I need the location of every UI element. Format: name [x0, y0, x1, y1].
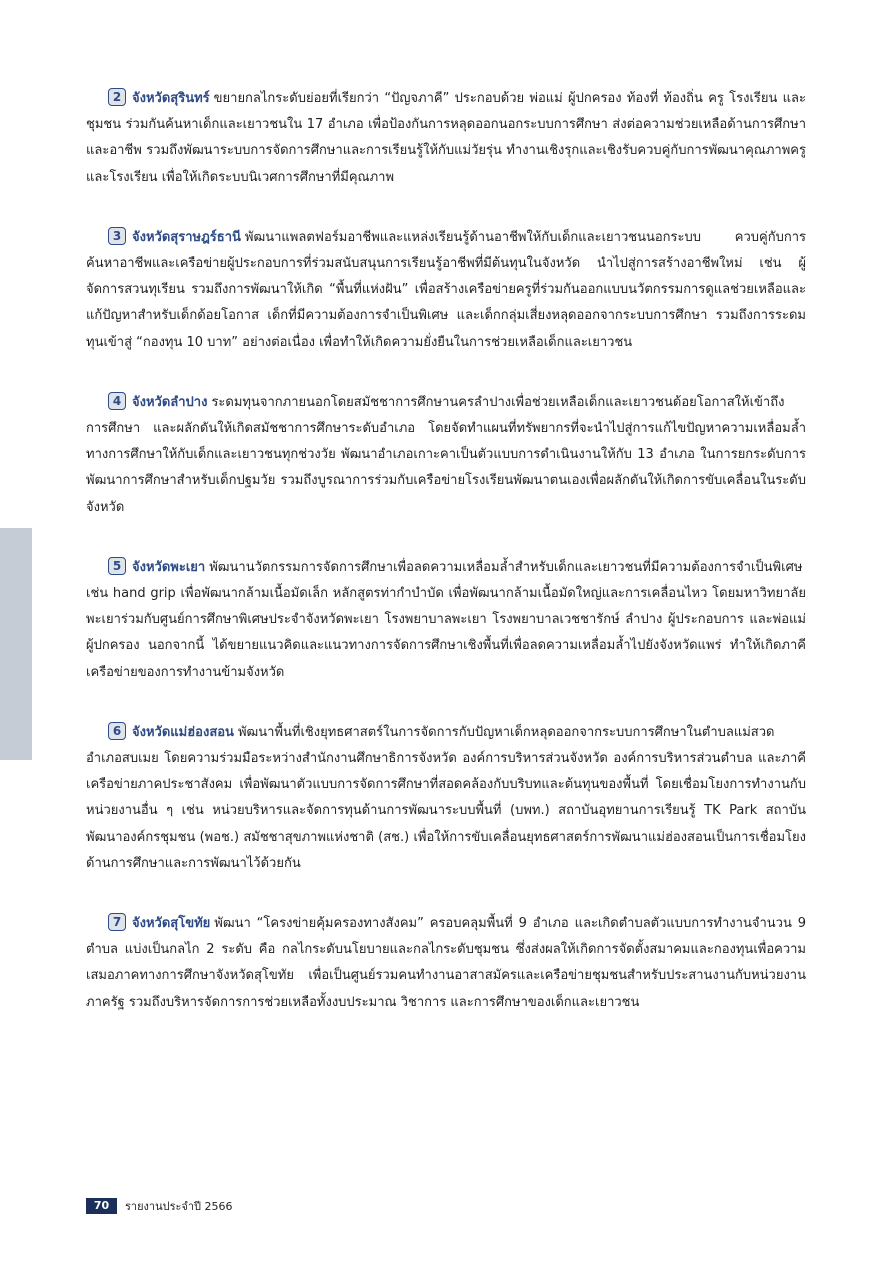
province-heading: จังหวัดแม่ฮ่องสอน	[132, 724, 234, 740]
province-heading: จังหวัดสุรินทร์	[132, 91, 210, 106]
paragraph-text: พัฒนาพื้นที่เชิงยุทธศาสตร์ในการจัดการกับปัญหาเด็กหลุดออกจากระบบการศึกษาในตำบลแม่สวด อำเภอสบเมย โดยความร่วมมือระหว่างสำนักงานศึกษาธิการจังหวัด องค์การบริหารส่วนจังหวัด องค์การบริหารส่วนตำบล และภาคีเครือข่ายภาคประชาสังคม เพื่อพัฒนาตัวแบบการจัดการศึกษาที่สอดคล้องกับบริบทและต้นทุนของพื้นที่ โดยเชื่อมโยงการทำงานกับหน่วยงานอื่น ๆ เช่น หน่วยบริหารและจัดการทุนด้านการพัฒนาระบบพื้นที่ (บพท.) สถาบันอุทยานการเรียนรู้ TK Park สถาบันพัฒนาองค์กรชุมชน (พอช.) สมัชชาสุขภาพแห่งชาติ (สช.) เพื่อให้การขับเคลื่อนยุทธศาสตร์การพัฒนาแม่ฮ่องสอนเป็นการเชื่อมโยงด้านการศึกษาและการพัฒนาไว้ด้วยกัน	[86, 724, 806, 871]
province-heading: จังหวัดพะเยา	[132, 559, 206, 575]
item-number-badge: 5	[108, 557, 126, 575]
page-footer	[86, 1196, 233, 1216]
paragraph-text: พัฒนาแพลตฟอร์มอาชีพและแหล่งเรียนรู้ด้านอาชีพให้กับเด็กและเยาวชนนอกระบบ ควบคู่กับการค้นหาอาชีพและเครือข่ายผู้ประกอบการที่ร่วมสนับสนุนการเรียนรู้อาชีพที่มีต้นทุนในจังหวัด นำไปสู่การสร้างอาชีพใหม่ เช่น ผู้จัดการสวนทุเรียน รวมถึงการพัฒนาให้เกิด “พื้นที่แห่งฝัน” เพื่อสร้างเครือข่ายครูที่ร่วมกันออกแบบนวัตกรรมการดูแลช่วยเหลือและแก้ปัญหาสำหรับเด็กด้อยโอกาส เด็กที่มีความต้องการจำเป็นพิเศษ และเด็กกลุ่มเสี่ยงหลุดออกจากระบบการศึกษา รวมถึงการระดมทุนเข้าสู่ “กองทุน 10 บาท” อย่างต่อเนื่อง เพื่อทำให้เกิดความยั่งยืนในการช่วยเหลือเด็กและเยาวชน	[86, 229, 806, 350]
paragraph-sukhothai	[86, 911, 806, 1016]
item-number-badge: 3	[108, 227, 126, 245]
item-number-badge: 7	[108, 913, 126, 931]
page-number-badge: 70	[86, 1198, 117, 1214]
paragraph-text: พัฒนา “โครงข่ายคุ้มครองทางสังคม” ครอบคลุมพื้นที่ 9 อำเภอ และเกิดตำบลตัวแบบการทำงานจำนวน 9 ตำบล แบ่งเป็นกลไก 2 ระดับ คือ กลไกระดับนโยบายและกลไกระดับชุมชน ซึ่งส่งผลให้เกิดการจัดตั้งสมาคมและกองทุนเพื่อความเสมอภาคทางการศึกษาจังหวัดสุโขทัย เพื่อเป็นศูนย์รวมคนทำงานอาสาสมัครและเครือข่ายชุมชนสำหรับประสานงานกับหน่วยงานภาครัฐ รวมถึงบริหารจัดการการช่วยเหลือทั้งงบประมาณ วิชาการ และการศึกษาของเด็กและเยาวชน	[86, 916, 806, 1010]
item-number-badge: 2	[108, 88, 126, 106]
paragraph-mae-hong-son	[86, 720, 806, 877]
paragraph-text: พัฒนานวัตกรรมการจัดการศึกษาเพื่อลดความเหลื่อมล้ำสำหรับเด็กและเยาวชนที่มีความต้องการจำเป็นพิเศษ เช่น hand grip เพื่อพัฒนากล้ามเนื้อมัดเล็ก หลักสูตรท่ากำบำบัด เพื่อพัฒนากล้ามเนื้อมัดใหญ่และการเคลื่อนไหว โดยมหาวิทยาลัยพะเยาร่วมกับศูนย์การศึกษาพิเศษประจำจังหวัดพะเยา โรงพยาบาลพะเยา โรงพยาบาลเวชชารักษ์ ลำปาง ผู้ประกอบการ และพ่อแม่ผู้ปกครอง นอกจากนี้ ได้ขยายแนวคิดและแนวทางการจัดการศึกษาเชิงพื้นที่เพื่อลดความเหลื่อมล้ำไปยังจังหวัดแพร่ ทำให้เกิดภาคีเครือข่ายของการทำงานข้ามจังหวัด	[86, 559, 806, 680]
province-heading: จังหวัดสุราษฎร์ธานี	[132, 229, 241, 245]
item-number-badge: 4	[108, 392, 126, 410]
paragraph-text: ระดมทุนจากภายนอกโดยสมัชชาการศึกษานครลำปางเพื่อช่วยเหลือเด็กและเยาวชนด้อยโอกาสให้เข้าถึงการศึกษา และผลักดันให้เกิดสมัชชาการศึกษาระดับอำเภอ โดยจัดทำแผนที่ทรัพยากรที่จะนำไปสู่การแก้ไขปัญหาความเหลื่อมล้ำทางการศึกษาให้กับเด็กและเยาวชนทุกช่วงวัย พัฒนาอำเภอเกาะคาเป็นตัวแบบการดำเนินงานให้กับ 13 อำเภอ ในการยกระดับการพัฒนาการศึกษาสำหรับเด็กปฐมวัย รวมถึงบูรณาการร่วมกับเครือข่ายโรงเรียนพัฒนาตนเองเพื่อผลักดันให้เกิดการขับเคลื่อนในระดับจังหวัด	[86, 394, 806, 515]
province-heading: จังหวัดลำปาง	[132, 394, 208, 410]
item-number-badge: 6	[108, 722, 126, 740]
report-title: รายงานประจำปี 2566	[125, 1200, 233, 1213]
paragraph-lampang	[86, 390, 806, 521]
paragraph-surin	[86, 86, 806, 191]
paragraph-text: ขยายกลไกระดับย่อยที่เรียกว่า “ปัญจภาคี” ประกอบด้วย พ่อแม่ ผู้ปกครอง ท้องที่ ท้องถิ่น ครู โรงเรียน และชุมชน ร่วมกันค้นหาเด็กและเยาวชนใน 17 อำเภอ เพื่อป้องกันการหลุดออกนอกระบบการศึกษา ส่งต่อความช่วยเหลือด้านการศึกษาและอาชีพ รวมถึงพัฒนาระบบการจัดการศึกษาและการเรียนรู้ให้กับแม่วัยรุ่น ทำงานเชิงรุกและเชิงรับควบคู่กับการพัฒนาคุณภาพครูและโรงเรียน เพื่อให้เกิดระบบนิเวศการศึกษาที่มีคุณภาพ	[86, 91, 806, 185]
side-tab-marker	[0, 528, 32, 760]
document-body	[86, 86, 806, 1050]
paragraph-phayao	[86, 555, 806, 686]
province-heading: จังหวัดสุโขทัย	[132, 916, 211, 932]
paragraph-surat-thani	[86, 225, 806, 356]
